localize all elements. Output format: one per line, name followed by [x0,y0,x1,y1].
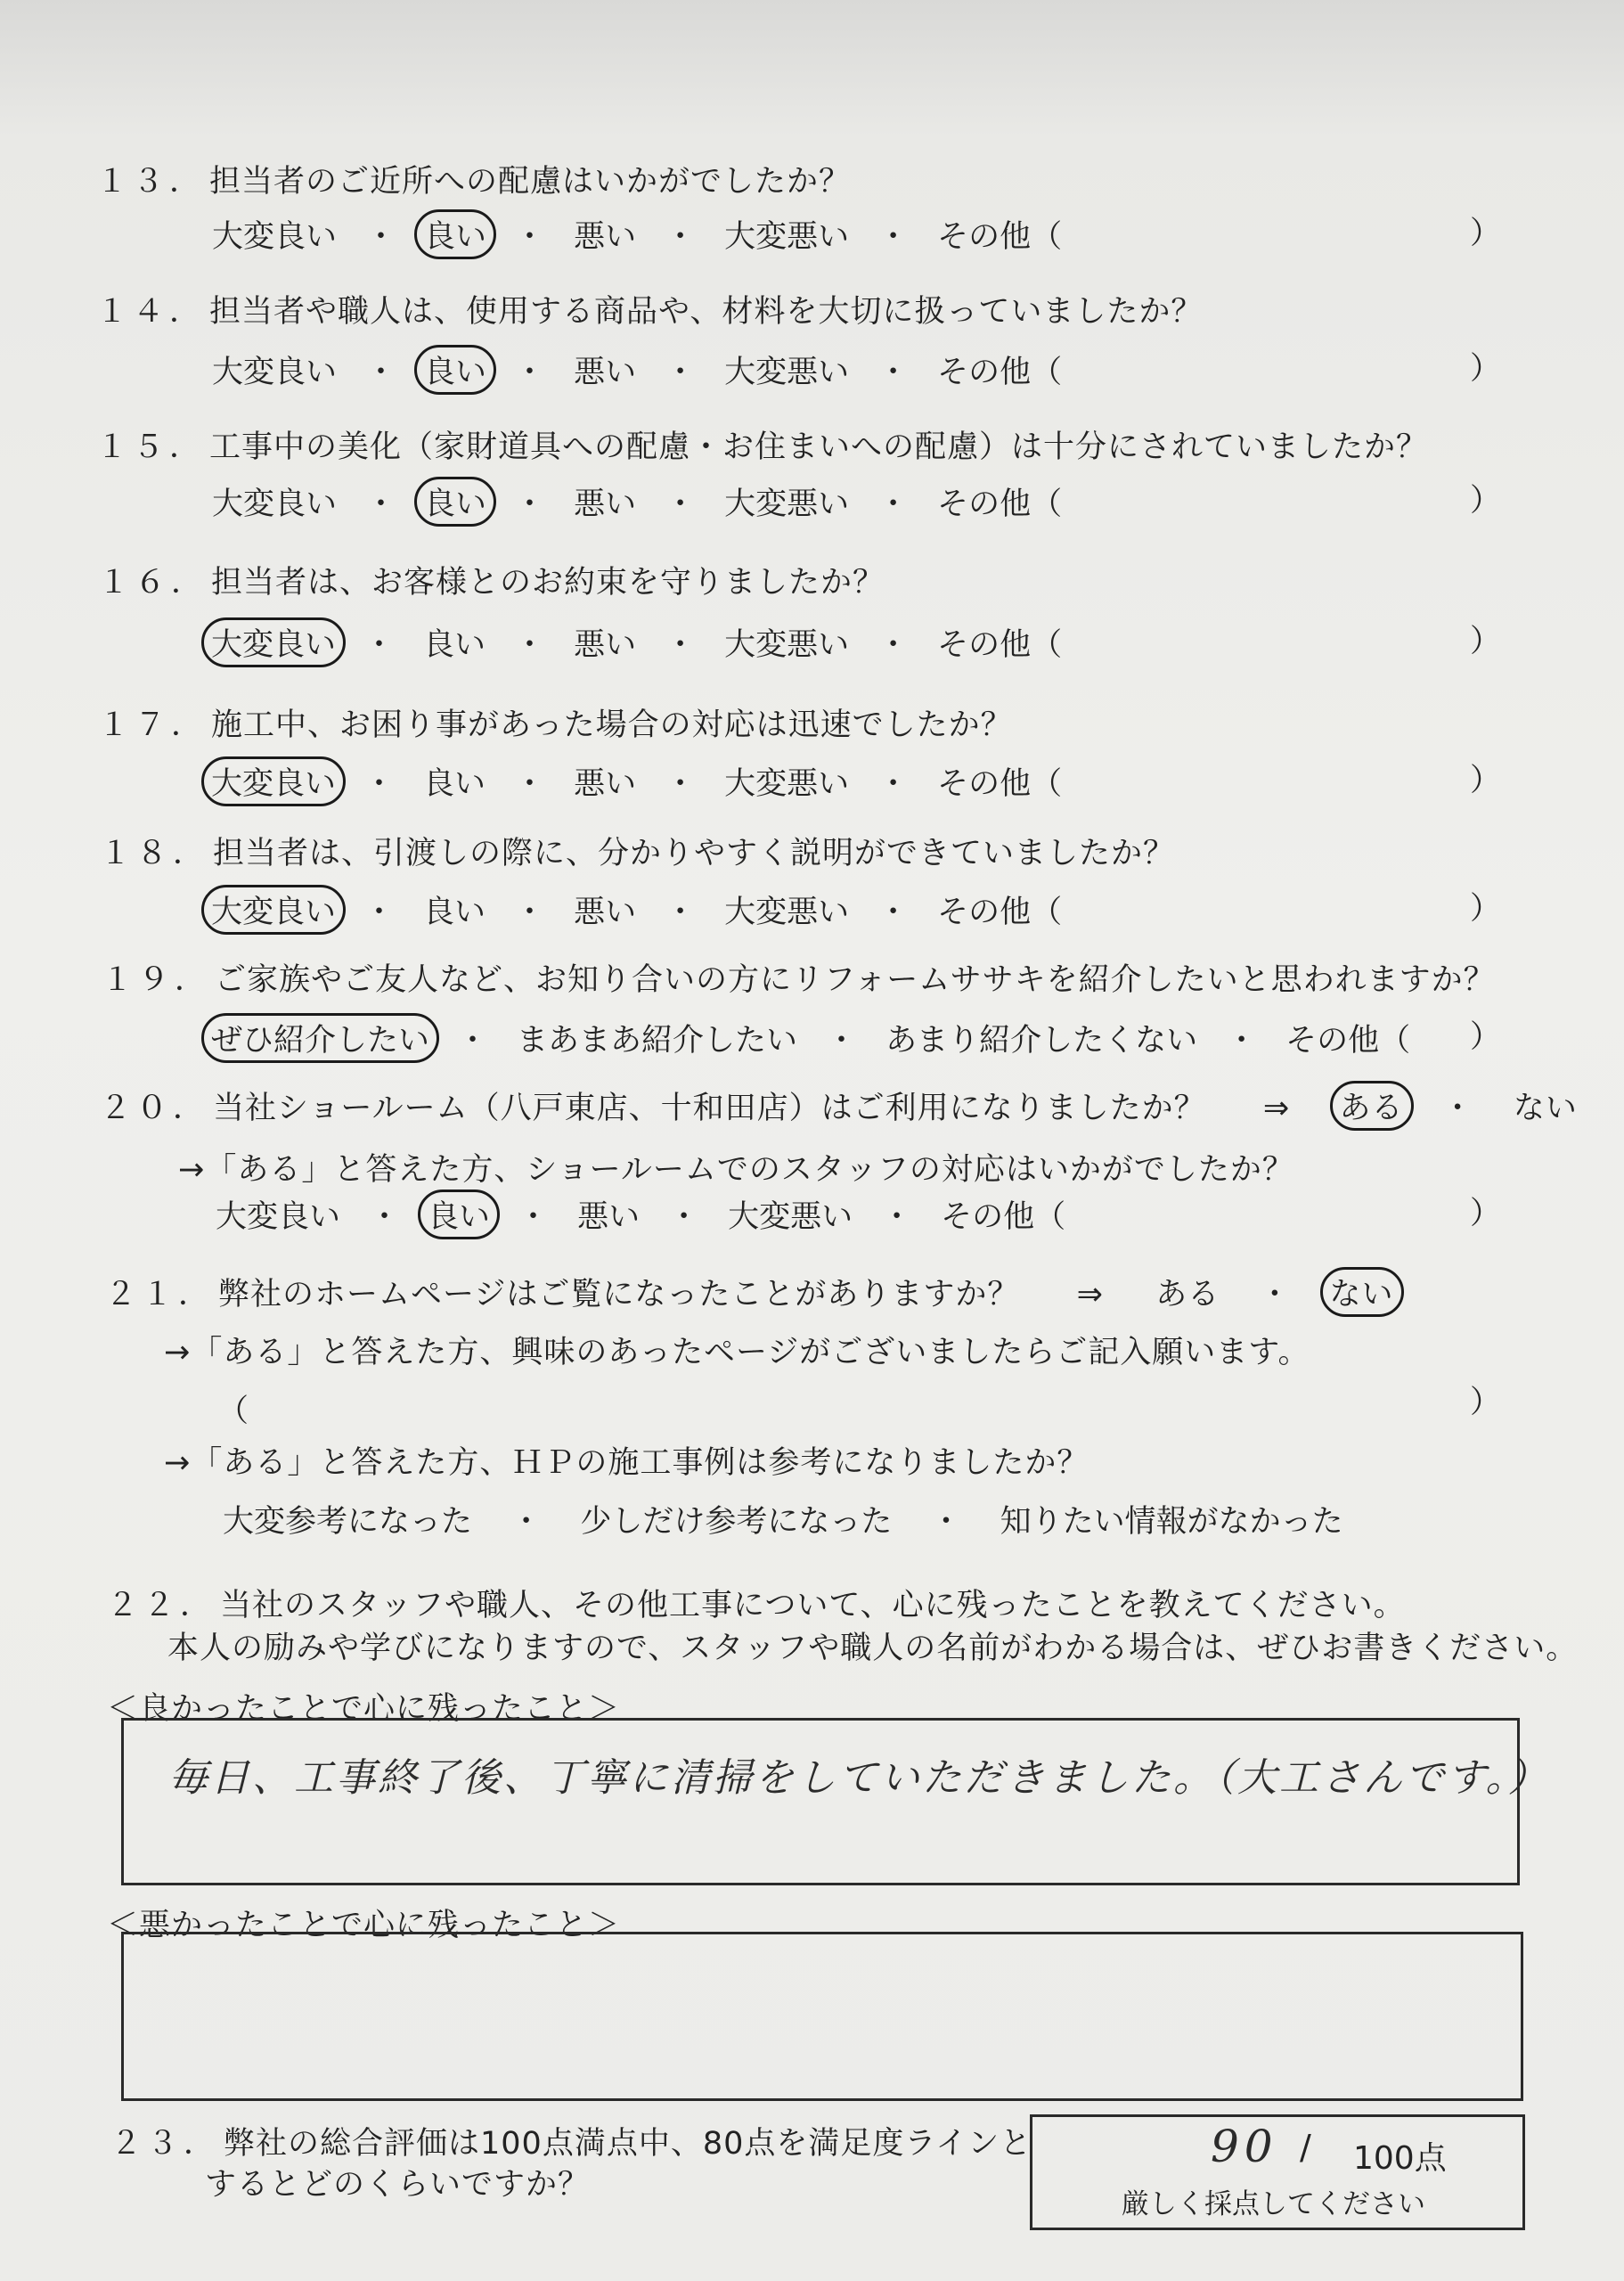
option-separator: ・ [514,627,546,663]
question-number: １６． [98,565,208,601]
question-text: 担当者や職人は、使用する商品や、材料を大切に扱っていましたか？ [209,294,1204,330]
answer-option[interactable]: 悪い [574,627,637,663]
option-separator: ・ [514,766,546,802]
answer-option[interactable]: その他（ [937,355,1063,390]
answer-option[interactable]: 大変悪い [724,766,850,802]
q20-answer-option[interactable]: 大変良い [216,1199,341,1235]
q20-question [100,1083,1587,1128]
question-number: １５． [96,429,207,465]
answer-option[interactable]: 悪い [574,486,637,522]
answer-option[interactable]: 大変悪い [724,895,850,930]
q20-subquestion: →「ある」と答えた方、ショールームでのスタッフの対応はいかがでしたか？ [178,1152,1294,1188]
option-separator: ・ [665,355,697,390]
question-15-options [203,479,1071,524]
question-16 [98,558,885,602]
q21-open-paren: （ [217,1394,250,1429]
q20-dot: ・ [1441,1091,1474,1126]
answer-option[interactable]: 悪い [574,219,637,255]
close-paren: ） [1470,891,1502,927]
answer-option[interactable]: 大変悪い [724,486,850,522]
question-number: １７． [98,707,208,743]
question-text: 担当者は、お客様とのお約束を守りましたか？ [211,565,885,601]
answer-option[interactable]: ぜひ紹介したい [201,1013,439,1063]
option-separator: ・ [877,895,910,930]
option-separator: ・ [877,219,910,255]
answer-option[interactable]: その他（ [937,895,1063,930]
q21-subquestion-2: →「ある」と答えた方、ＨＰの施工事例は参考になりましたか？ [164,1445,1089,1481]
q22-question [107,1581,1406,1625]
q20-answer-option[interactable]: 良い [418,1190,500,1239]
option-separator: ・ [665,486,697,522]
option-separator: ・ [457,1023,489,1059]
option-separator: ・ [665,895,697,930]
answer-option[interactable]: 良い [414,345,496,395]
option-separator: ・ [363,766,396,802]
q21-dot: ・ [1259,1277,1292,1312]
q21-question [105,1270,1402,1314]
option-separator: ・ [877,627,910,663]
option-separator: ・ [518,1199,550,1235]
option-separator: ・ [369,1199,401,1235]
q22-text-2: 本人の励みや学びになりますので、スタッフや職人の名前がわかる場合は、ぜひお書きください。 [167,1631,1579,1666]
answer-option[interactable]: あまり紹介したくない [885,1023,1198,1059]
option-separator: ・ [877,355,910,390]
answer-option[interactable]: 大変良い [201,885,346,935]
answer-option[interactable]: 良い [423,895,486,930]
answer-option[interactable]: その他（ [937,627,1063,663]
q20-answer-option[interactable]: 悪い [577,1199,641,1235]
q23-slash: / [1300,2128,1311,2167]
q20-option-yes[interactable]: ある [1330,1081,1414,1131]
q21-hp-option-1[interactable]: 大変参考になった [223,1504,473,1540]
question-15 [96,422,1428,467]
question-text: 施工中、お困り事があった場合の対応は迅速でしたか？ [211,707,1013,743]
q22-bad-answer-box[interactable] [121,1932,1523,2101]
question-14-options [203,347,1071,392]
option-separator: ・ [668,1199,700,1235]
question-13 [96,157,851,201]
q21-hp-option-2[interactable]: 少しだけ参考になった [580,1504,893,1540]
option-separator: ・ [665,219,697,255]
option-separator: ・ [514,486,546,522]
question-19-options [203,1016,1419,1060]
q20-close-paren: ） [1470,1196,1502,1231]
q23-number: ２３． [110,2126,221,2162]
close-paren: ） [1470,624,1502,659]
close-paren: ） [1470,483,1502,519]
close-paren: ） [1470,216,1502,251]
question-text: 工事中の美化（家財道具への配慮・お住まいへの配慮）は十分にされていましたか？ [209,429,1429,465]
close-paren: ） [1470,1019,1502,1055]
answer-option[interactable]: 悪い [574,895,637,930]
option-separator: ・ [365,219,397,255]
option-separator: ・ [665,627,697,663]
q23-score-box[interactable] [1030,2114,1525,2230]
option-separator: ・ [1226,1023,1258,1059]
option-separator: ・ [881,1199,913,1235]
question-17-options [203,759,1071,804]
q21-subquestion-1: →「ある」と答えた方、興味のあったページがございましたらご記入願います。 [164,1335,1310,1370]
q22-good-answer-box[interactable] [121,1718,1550,1885]
answer-option[interactable]: その他（ [937,766,1063,802]
question-number: １９． [102,962,212,998]
option-separator: ・ [514,895,546,930]
option-separator: ・ [826,1023,858,1059]
close-paren: ） [1470,763,1502,798]
q21-number: ２１． [105,1277,216,1312]
question-text: 担当者のご近所への配慮はいかがでしたか？ [209,164,852,200]
option-separator: ・ [514,355,546,390]
answer-option[interactable]: その他（ [937,486,1063,522]
answer-option[interactable]: 悪い [574,355,637,390]
answer-option[interactable]: 良い [423,766,486,802]
question-text: 担当者は、引渡しの際に、分かりやすく説明ができていましたか？ [213,836,1176,871]
answer-option[interactable]: 大変良い [201,756,346,806]
answer-option[interactable]: 大変悪い [724,219,850,255]
q20-arrow: ⇒ [1262,1091,1291,1126]
question-13-options [203,212,1071,257]
q23-text-2: するとどのくらいですか？ [205,2167,591,2203]
q23-text-1: 弊社の総合評価は100点満点中、80点を満足度ラインと [224,2126,1032,2162]
answer-option[interactable]: 大変悪い [724,355,850,390]
answer-option[interactable]: その他（ [1285,1023,1411,1059]
q23-max-score: 100点 [1353,2140,1447,2177]
q21-hp-option-3[interactable]: 知りたい情報がなかった [1000,1504,1343,1540]
q22-number: ２２． [107,1588,217,1623]
q20-number: ２０． [100,1091,210,1126]
q23-question [110,2119,1032,2163]
answer-option[interactable]: 良い [414,209,496,259]
q20-option-no[interactable]: ない [1513,1091,1578,1126]
q21-options: 大変参考になった ・ 少しだけ参考になった ・ 知りたい情報がなかった [214,1497,1352,1541]
question-16-options [203,620,1071,665]
option-separator: ・ [365,486,397,522]
question-number: １８． [100,836,210,871]
question-14 [96,287,1203,331]
answer-option[interactable]: 良い [423,627,486,663]
answer-option[interactable]: 悪い [574,766,637,802]
q22-good-answer-text: 毎日、工事終了後、丁寧に清掃をしていただきました。（大工さんです。） [168,1755,1550,1801]
option-separator: ・ [363,627,396,663]
q21-option-yes[interactable]: ある [1155,1277,1220,1312]
q22-text: 当社のスタッフや職人、その他工事について、心に残ったことを教えてください。 [220,1588,1406,1623]
q20-answer-option[interactable]: その他（ [941,1199,1066,1235]
q21-close-paren: ） [1470,1385,1502,1420]
option-separator: ・ [877,486,910,522]
question-17 [98,700,1013,745]
option-separator: ・ [514,219,546,255]
q21-option-no[interactable]: ない [1320,1267,1404,1317]
q20-answer-option[interactable]: 大変悪い [728,1199,853,1235]
question-text: ご家族やご友人など、お知り合いの方にリフォームササキを紹介したいと思われますか？ [215,962,1496,998]
question-19 [102,955,1496,1000]
q23-score-value: 90 [1211,2121,1278,2172]
answer-option[interactable]: 良い [414,477,496,527]
answer-option[interactable]: その他（ [937,219,1063,255]
question-number: １３． [96,164,207,200]
q23-note: 厳しく採点してください [1122,2188,1425,2220]
close-paren: ） [1470,351,1502,387]
answer-option[interactable]: まあまあ紹介したい [517,1023,798,1059]
question-18 [100,829,1175,873]
answer-option[interactable]: 大変悪い [724,627,850,663]
answer-option[interactable]: 大変良い [201,617,346,667]
q22-bad-label: ＜悪かったことで心に残ったこと＞ [107,1908,621,1943]
question-18-options [203,887,1071,932]
option-separator: ・ [877,766,910,802]
q22-good-label: ＜良かったことで心に残ったこと＞ [107,1691,621,1727]
answer-option[interactable]: 大変良い [212,219,338,255]
answer-option[interactable]: 大変良い [212,486,338,522]
q21-text: 弊社のホームページはご覧になったことがありますか？ [218,1277,1020,1312]
option-separator: ・ [363,895,396,930]
q20-options [207,1192,1074,1237]
question-number: １４． [96,294,207,330]
option-separator: ・ [665,766,697,802]
option-separator: ・ [365,355,397,390]
q21-arrow: ⇒ [1076,1277,1104,1312]
q20-text: 当社ショールーム（八戸東店、十和田店）はご利用になりましたか？ [213,1091,1206,1126]
answer-option[interactable]: 大変良い [212,355,338,390]
